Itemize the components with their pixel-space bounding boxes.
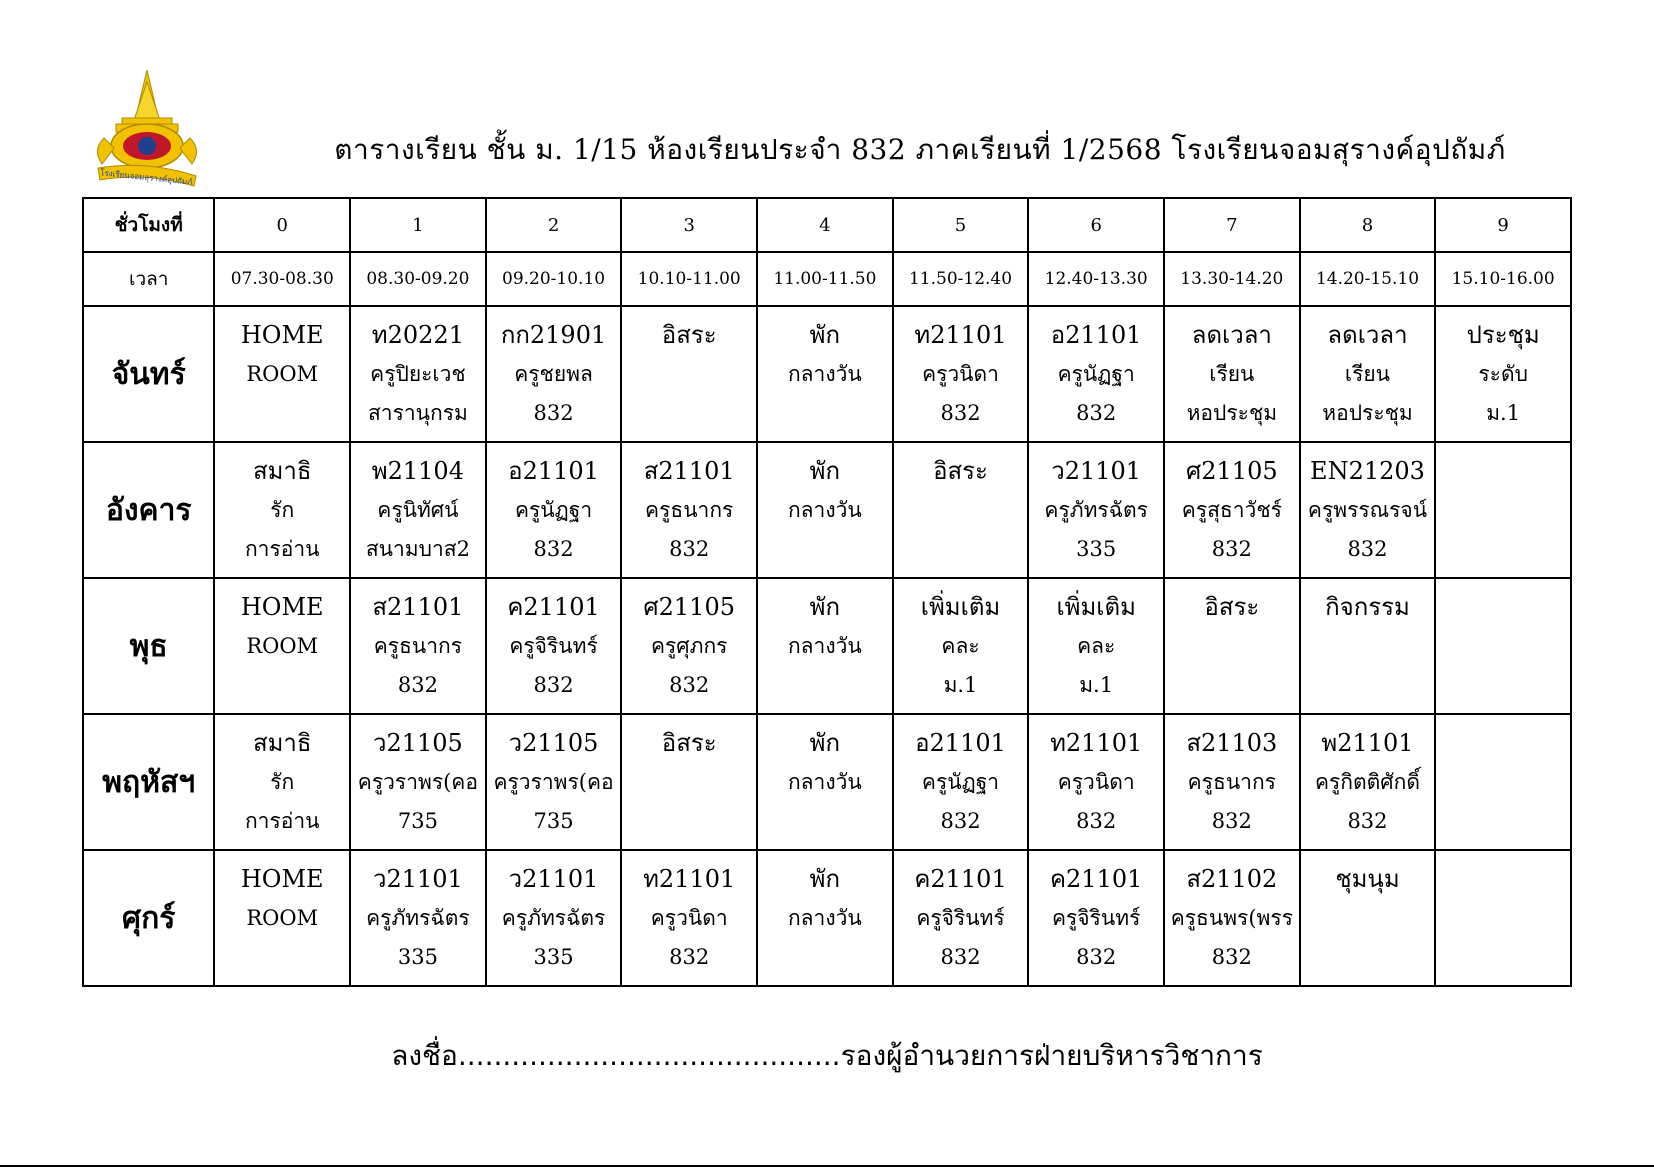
room: 832 (1211, 945, 1252, 969)
teacher-name: กลางวัน (787, 362, 862, 386)
period-number: 2 (486, 198, 622, 252)
subject-code: พ21101 (1321, 729, 1414, 757)
schedule-cell (1164, 850, 1300, 986)
schedule-cell (757, 850, 893, 986)
period-time: 09.20-10.10 (486, 252, 622, 306)
subject-code: ประชุม (1466, 321, 1540, 349)
teacher-name: คละ (941, 634, 980, 658)
subject-code: ค21101 (914, 865, 1007, 893)
subject-code: ว21101 (1051, 457, 1142, 485)
subject-code: HOME (240, 321, 324, 349)
room: ม.1 (1079, 673, 1114, 697)
subject-code: ท20221 (371, 321, 464, 349)
timetable-body (83, 198, 1571, 986)
day-row (83, 442, 1571, 578)
room: 335 (1076, 537, 1117, 561)
subject-code: อิสระ (661, 321, 717, 349)
subject-code: เพิ่มเติม (1056, 593, 1136, 621)
room: 832 (1347, 809, 1388, 833)
schedule-cell (621, 442, 757, 578)
schedule-cell (486, 578, 622, 714)
schedule-cell (1164, 578, 1300, 714)
room: 832 (1076, 809, 1117, 833)
schedule-cell (1028, 306, 1164, 442)
subject-code: ลดเวลา (1191, 321, 1272, 349)
subject-code: ค21101 (1049, 865, 1143, 893)
subject-code: ว21105 (508, 729, 599, 757)
teacher-name: รัก (270, 498, 295, 522)
time-label: เวลา (83, 252, 214, 306)
subject-code: ค21101 (507, 593, 600, 621)
period-time: 10.10-11.00 (621, 252, 757, 306)
teacher-name: ครูปิยะเวช (370, 362, 466, 386)
room: 335 (397, 945, 438, 969)
room: 832 (533, 401, 574, 425)
schedule-cell (1164, 442, 1300, 578)
subject-code: ว21101 (508, 865, 599, 893)
schedule-cell (1300, 578, 1436, 714)
subject-code: กก21901 (500, 321, 607, 349)
teacher-name: ครูวราพร(คอ (357, 770, 478, 794)
teacher-name: รัก (270, 770, 295, 794)
day-row (83, 714, 1571, 850)
room: สนามบาส2 (365, 537, 470, 561)
schedule-cell (1300, 714, 1436, 850)
day-label: ศุกร์ (83, 850, 214, 986)
teacher-name: ครูพรรณรจน์ (1307, 498, 1428, 522)
teacher-name: ครูวนิดา (1057, 770, 1135, 794)
schedule-cell (893, 714, 1029, 850)
period-header-row (83, 198, 1571, 252)
day-label: พุธ (83, 578, 214, 714)
schedule-cell (350, 714, 486, 850)
schedule-cell (214, 578, 350, 714)
subject-code: ศ21105 (643, 593, 735, 621)
schedule-cell (214, 714, 350, 850)
teacher-name: ROOM (246, 362, 319, 386)
schedule-cell (214, 442, 350, 578)
subject-code: กิจกรรม (1325, 593, 1410, 621)
teacher-name: ครูกิตติศักดิ์ (1314, 770, 1420, 794)
period-number: 1 (350, 198, 486, 252)
teacher-name: ครูธนากร (373, 634, 463, 658)
subject-code: พัก (809, 729, 841, 757)
period-number: 3 (621, 198, 757, 252)
teacher-name: ครูจิรินทร์ (509, 634, 598, 658)
schedule-cell (1300, 442, 1436, 578)
schedule-cell (486, 306, 622, 442)
subject-code: พัก (809, 865, 841, 893)
room: 832 (669, 945, 710, 969)
room: 832 (533, 673, 574, 697)
time-header-row (83, 252, 1571, 306)
subject-code: ท21101 (643, 865, 736, 893)
schedule-cell (757, 714, 893, 850)
day-label: จันทร์ (83, 306, 214, 442)
teacher-name: ครูธนพร(พรร (1170, 906, 1293, 930)
teacher-name: ครูชยพล (514, 362, 593, 386)
teacher-name: ครูวนิดา (650, 906, 728, 930)
period-time: 11.50-12.40 (893, 252, 1029, 306)
schedule-cell (1435, 714, 1571, 850)
period-label: ชั่วโมงที่ (83, 198, 214, 252)
period-number: 6 (1028, 198, 1164, 252)
schedule-cell (1435, 442, 1571, 578)
room: 735 (397, 809, 438, 833)
subject-code: ว21105 (372, 729, 463, 757)
teacher-name: ครูวราพร(คอ (493, 770, 614, 794)
page-title: ตารางเรียน ชั้น ม. 1/15 ห้องเรียนประจำ 832 ภาคเรียนที่ 1/2568 โรงเรียนจอมสุรางค์อุปถัมภ์ (334, 133, 1506, 166)
subject-code: อิสระ (933, 457, 988, 485)
teacher-name: ครูนัฏฐา (921, 770, 1000, 794)
room: 832 (940, 401, 981, 425)
subject-code: ศ21105 (1186, 457, 1278, 485)
subject-code: HOME (240, 593, 324, 621)
room: 832 (397, 673, 438, 697)
schedule-cell (1435, 850, 1571, 986)
teacher-name: กลางวัน (787, 906, 862, 930)
day-row (83, 306, 1571, 442)
schedule-cell (350, 578, 486, 714)
subject-code: อิสระ (661, 729, 717, 757)
schedule-cell (486, 714, 622, 850)
subject-code: อ21101 (915, 729, 1006, 757)
schedule-cell (893, 306, 1029, 442)
subject-code: พัก (809, 593, 841, 621)
teacher-name: ครูวนิดา (922, 362, 999, 386)
subject-code: ลดเวลา (1327, 321, 1408, 349)
subject-code: สมาธิ (252, 729, 312, 757)
period-time: 07.30-08.30 (214, 252, 350, 306)
schedule-cell (1300, 306, 1436, 442)
schedule-cell (1300, 850, 1436, 986)
schedule-cell (350, 850, 486, 986)
period-number: 0 (214, 198, 350, 252)
teacher-name: กลางวัน (787, 770, 862, 794)
schedule-cell (757, 442, 893, 578)
room: 832 (1076, 401, 1117, 425)
day-row (83, 578, 1571, 714)
teacher-name: ครูภัทรฉัตร (501, 906, 606, 930)
room: ม.1 (943, 673, 978, 697)
period-time: 13.30-14.20 (1164, 252, 1300, 306)
schedule-cell (1028, 850, 1164, 986)
schedule-cell (1164, 306, 1300, 442)
schedule-cell (350, 306, 486, 442)
teacher-name: ครูศุภกร (650, 634, 728, 658)
schedule-cell (757, 578, 893, 714)
subject-code: ท21101 (914, 321, 1007, 349)
room: 832 (1211, 809, 1252, 833)
room: หอประชุม (1322, 401, 1413, 425)
subject-code: ชุมนุม (1335, 865, 1400, 893)
schedule-cell (621, 714, 757, 850)
subject-code: อ21101 (1050, 321, 1142, 349)
period-time: 12.40-13.30 (1028, 252, 1164, 306)
schedule-cell (893, 850, 1029, 986)
room: การอ่าน (244, 537, 320, 561)
schedule-cell (214, 850, 350, 986)
teacher-name: ครูจิรินทร์ (1051, 906, 1141, 930)
day-row (83, 850, 1571, 986)
subject-code: ส21102 (1186, 865, 1278, 893)
schedule-cell (893, 442, 1029, 578)
bottom-divider (0, 1165, 1654, 1167)
period-number: 9 (1435, 198, 1571, 252)
subject-code: HOME (240, 865, 324, 893)
school-logo (84, 68, 210, 194)
teacher-name: ครูนิทัศน์ (377, 498, 459, 522)
period-time: 15.10-16.00 (1435, 252, 1571, 306)
schedule-cell (621, 306, 757, 442)
teacher-name: ครูภัทรฉัตร (1044, 498, 1148, 522)
subject-code: ส21101 (643, 457, 735, 485)
room: 832 (1076, 945, 1117, 969)
schedule-cell (1435, 306, 1571, 442)
subject-code: EN21203 (1310, 457, 1425, 485)
period-number: 8 (1300, 198, 1436, 252)
schedule-cell (350, 442, 486, 578)
subject-code: ส21103 (1186, 729, 1278, 757)
period-number: 5 (893, 198, 1029, 252)
subject-code: สมาธิ (252, 457, 312, 485)
room: 832 (940, 945, 981, 969)
teacher-name: ครูนัฏฐา (1057, 362, 1135, 386)
room: ม.1 (1486, 401, 1521, 425)
schedule-cell (893, 578, 1029, 714)
period-time: 11.00-11.50 (757, 252, 893, 306)
teacher-name: ROOM (246, 634, 319, 658)
room: 335 (533, 945, 574, 969)
period-time: 14.20-15.10 (1300, 252, 1436, 306)
teacher-name: ครูจิรินทร์ (916, 906, 1005, 930)
room: 832 (1347, 537, 1388, 561)
teacher-name: เรียน (1209, 362, 1255, 386)
room: สารานุกรม (367, 401, 468, 425)
schedule-cell (1164, 714, 1300, 850)
room: 832 (1211, 537, 1252, 561)
day-label: พฤหัสฯ (83, 714, 214, 850)
subject-code: ท21101 (1050, 729, 1143, 757)
subject-code: อิสระ (1204, 593, 1260, 621)
schedule-cell (1028, 578, 1164, 714)
schedule-cell (486, 850, 622, 986)
room: การอ่าน (244, 809, 320, 833)
room: 832 (533, 537, 574, 561)
schedule-cell (214, 306, 350, 442)
subject-code: ว21101 (372, 865, 463, 893)
teacher-name: เรียน (1344, 362, 1391, 386)
period-time: 08.30-09.20 (350, 252, 486, 306)
teacher-name: ระดับ (1478, 362, 1528, 386)
room: 735 (533, 809, 574, 833)
room: 832 (940, 809, 981, 833)
subject-code: ส21101 (372, 593, 464, 621)
teacher-name: ครูธนากร (645, 498, 734, 522)
signature-line: ลงชื่อ...........................................รองผู้อำนวยการฝ่ายบริหารวิชาการ (391, 1039, 1263, 1072)
schedule-cell (486, 442, 622, 578)
teacher-name: ครูธนากร (1187, 770, 1276, 794)
school-crest-icon (84, 68, 210, 194)
subject-code: พัก (809, 321, 841, 349)
teacher-name: คละ (1077, 634, 1116, 658)
period-number: 7 (1164, 198, 1300, 252)
schedule-cell (621, 578, 757, 714)
subject-code: พ21104 (371, 457, 464, 485)
teacher-name: ครูนัฏฐา (514, 498, 593, 522)
schedule-cell (1435, 578, 1571, 714)
day-label: อังคาร (83, 442, 214, 578)
period-number: 4 (757, 198, 893, 252)
schedule-cell (757, 306, 893, 442)
schedule-cell (1028, 714, 1164, 850)
schedule-cell (621, 850, 757, 986)
subject-code: พัก (809, 457, 841, 485)
room: 832 (669, 673, 710, 697)
teacher-name: ครูภัทรฉัตร (366, 906, 470, 930)
subject-code: เพิ่มเติม (920, 593, 1001, 621)
room: หอประชุม (1186, 401, 1278, 425)
teacher-name: กลางวัน (787, 498, 862, 522)
timetable (82, 197, 1572, 987)
room: 832 (669, 537, 710, 561)
schedule-cell (1028, 442, 1164, 578)
subject-code: อ21101 (508, 457, 599, 485)
teacher-name: ครูสุธาวัชร์ (1181, 498, 1282, 522)
teacher-name: ROOM (246, 906, 319, 930)
logo-ribbon-text: โรงเรียนจอมสุรางค์อุปถัมภ์ (99, 168, 193, 187)
teacher-name: กลางวัน (787, 634, 862, 658)
